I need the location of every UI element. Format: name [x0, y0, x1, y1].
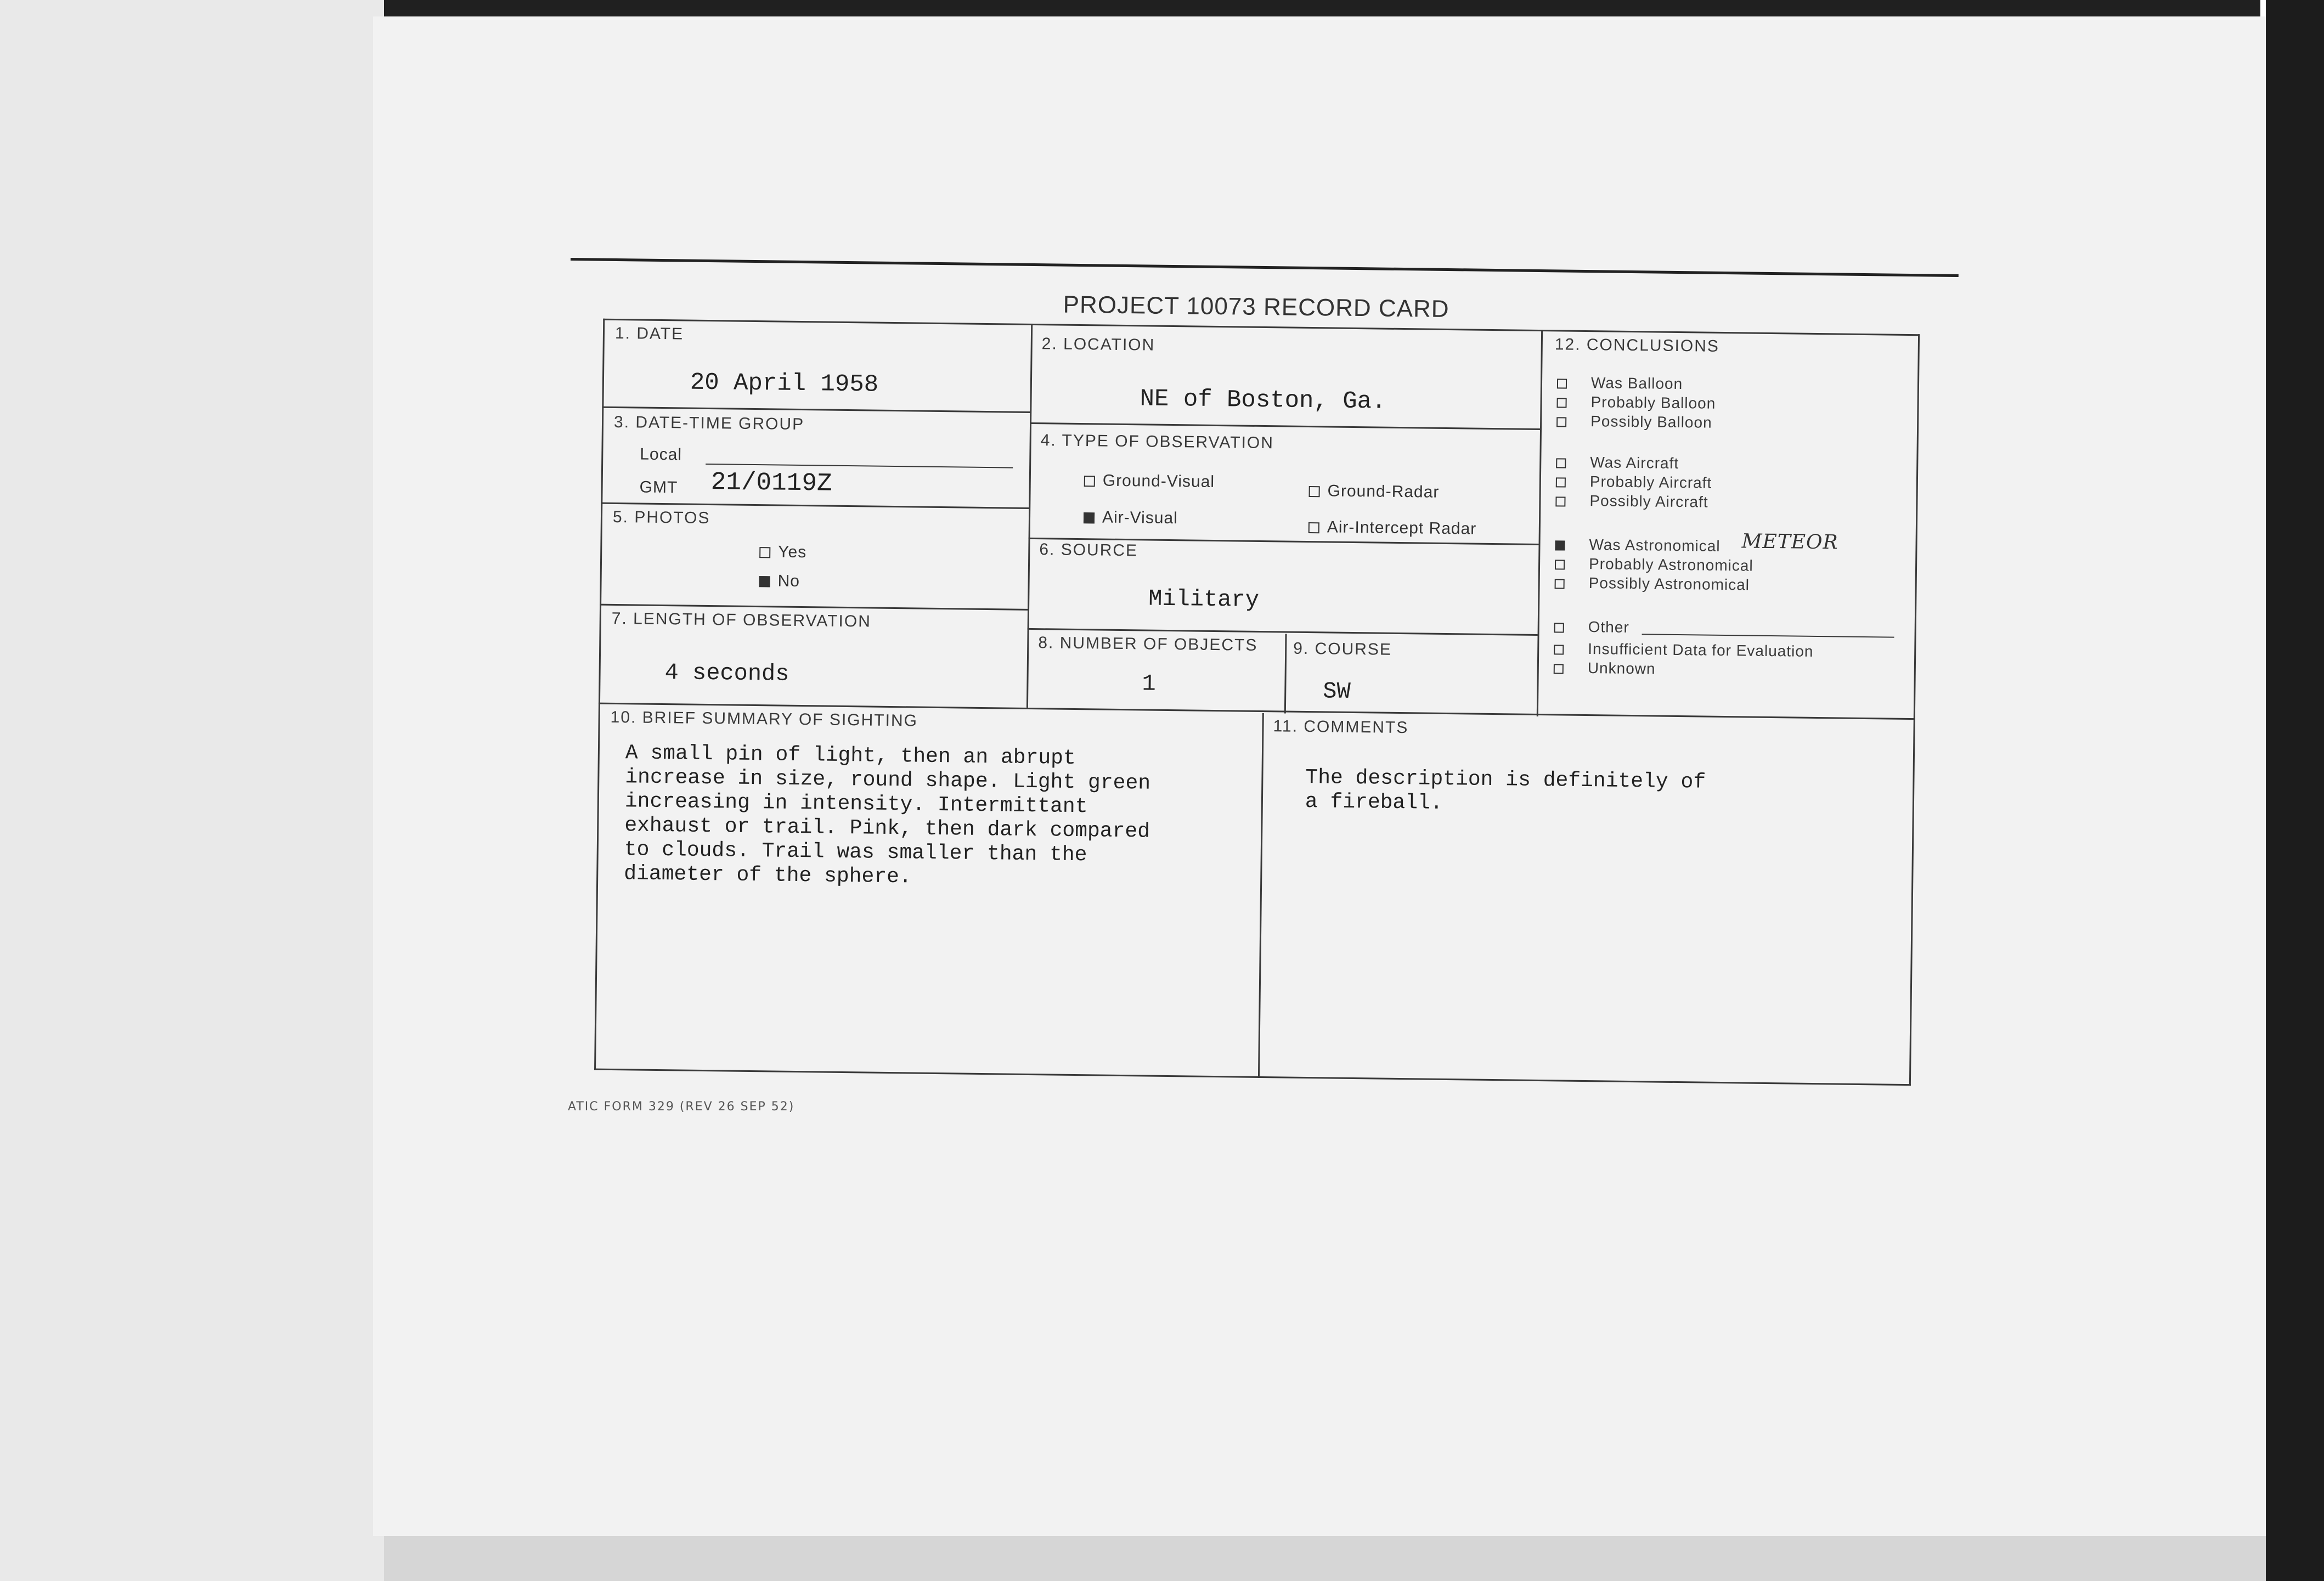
record-card — [561, 285, 1942, 1097]
date-label: 1. DATE — [614, 324, 684, 343]
conclusion-was-astronomical: Was Astronomical METEOR — [1555, 535, 1720, 555]
type-of-observation-label: 4. TYPE OF OBSERVATION — [1040, 431, 1274, 453]
checkbox-icon — [1556, 398, 1566, 408]
number-of-objects-value: 1 — [1142, 670, 1156, 697]
grid-line — [594, 1069, 1911, 1086]
checkbox-icon — [1555, 496, 1565, 506]
conclusion-probably-balloon: Probably Balloon — [1556, 393, 1716, 412]
location-value: NE of Boston, Ga. — [1140, 385, 1386, 416]
conclusion-probably-astronomical: Probably Astronomical — [1555, 555, 1753, 574]
photos-option-no: No — [759, 572, 800, 591]
grid-line — [594, 319, 605, 1070]
conclusion-possibly-astronomical: Possibly Astronomical — [1555, 574, 1750, 594]
gmt-value: 21/0119Z — [710, 468, 832, 498]
grid-line — [1284, 634, 1287, 714]
grid-line — [1909, 334, 1920, 1086]
local-underline — [706, 464, 1013, 468]
length-of-observation-label: 7. LENGTH OF OBSERVATION — [611, 609, 872, 631]
checkbox-icon — [1555, 579, 1565, 589]
grid-line — [602, 406, 1030, 413]
checkbox-icon — [1557, 379, 1567, 388]
film-edge-right — [2266, 0, 2324, 1581]
grid-line — [1026, 324, 1033, 708]
checkbox-icon — [1556, 458, 1566, 468]
course-label: 9. COURSE — [1293, 639, 1392, 659]
length-of-observation-value: 4 seconds — [664, 659, 789, 687]
checkbox-icon — [759, 547, 770, 558]
course-value: SW — [1323, 678, 1351, 705]
conclusion-was-balloon: Was Balloon — [1557, 374, 1683, 393]
checkbox-icon — [1555, 560, 1565, 569]
conclusion-possibly-aircraft: Possibly Aircraft — [1555, 492, 1708, 511]
card-title: PROJECT 10073 RECORD CARD — [1063, 291, 1449, 323]
grid-line — [1537, 330, 1543, 716]
observation-option-air-visual: Air-Visual — [1084, 508, 1178, 528]
film-edge-left — [0, 0, 384, 1581]
location-label: 2. LOCATION — [1041, 335, 1155, 354]
source-label: 6. SOURCE — [1039, 540, 1138, 560]
conclusion-insufficient-data: Insufficient Data for Evaluation — [1554, 640, 1814, 660]
conclusion-possibly-balloon: Possibly Balloon — [1556, 412, 1712, 431]
summary-text: A small pin of light, then an abrupt increase in size, round shape. Light green increasing in intensity. Intermittant exhaust or trail. Pink, then dark compared to clouds. Trail was smaller than the diameter of the sphere. — [624, 741, 1151, 889]
photos-label: 5. PHOTOS — [612, 507, 710, 528]
grid-line — [1030, 422, 1540, 430]
comments-label: 11. COMMENTS — [1273, 717, 1409, 737]
observation-option-ground-visual: Ground-Visual — [1084, 471, 1215, 492]
checked-box-icon — [1555, 540, 1565, 550]
observation-option-air-intercept-radar: Air-Intercept Radar — [1308, 518, 1477, 539]
observation-option-ground-radar: Ground-Radar — [1308, 482, 1439, 502]
photos-option-yes: Yes — [759, 543, 806, 562]
conclusion-was-aircraft: Was Aircraft — [1556, 453, 1679, 472]
local-label: Local — [640, 445, 682, 464]
conclusion-other: Other — [1554, 618, 1629, 636]
conclusions-label: 12. CONCLUSIONS — [1554, 335, 1720, 355]
date-value: 20 April 1958 — [690, 369, 879, 399]
card-grid — [594, 319, 1920, 1086]
checkbox-icon — [1309, 486, 1320, 497]
number-of-objects-label: 8. NUMBER OF OBJECTS — [1038, 634, 1258, 654]
summary-label: 10. BRIEF SUMMARY OF SIGHTING — [610, 708, 918, 730]
checkbox-icon — [1554, 645, 1564, 654]
conclusion-unknown: Unknown — [1554, 659, 1656, 677]
checkbox-icon — [1556, 477, 1566, 487]
checkbox-icon — [1556, 417, 1566, 427]
film-edge-top — [384, 0, 2260, 16]
comments-text: The description is definitely of a fireball. — [1305, 765, 1706, 815]
conclusion-probably-aircraft: Probably Aircraft — [1556, 472, 1712, 492]
other-underline — [1642, 634, 1894, 637]
checkbox-icon — [1308, 522, 1319, 533]
date-time-group-label: 3. DATE-TIME GROUP — [613, 413, 805, 434]
source-value: Military — [1148, 585, 1260, 613]
gmt-label: GMT — [639, 478, 678, 497]
checkbox-icon — [1084, 476, 1095, 487]
checkbox-icon — [1554, 664, 1564, 674]
form-number: ATIC FORM 329 (REV 26 SEP 52) — [568, 1100, 795, 1114]
checkbox-icon — [1554, 623, 1564, 633]
film-edge-bottom — [384, 1536, 2266, 1581]
checked-box-icon — [759, 576, 770, 587]
handwritten-meteor-note: METEOR — [1741, 530, 1838, 554]
checked-box-icon — [1084, 512, 1095, 523]
